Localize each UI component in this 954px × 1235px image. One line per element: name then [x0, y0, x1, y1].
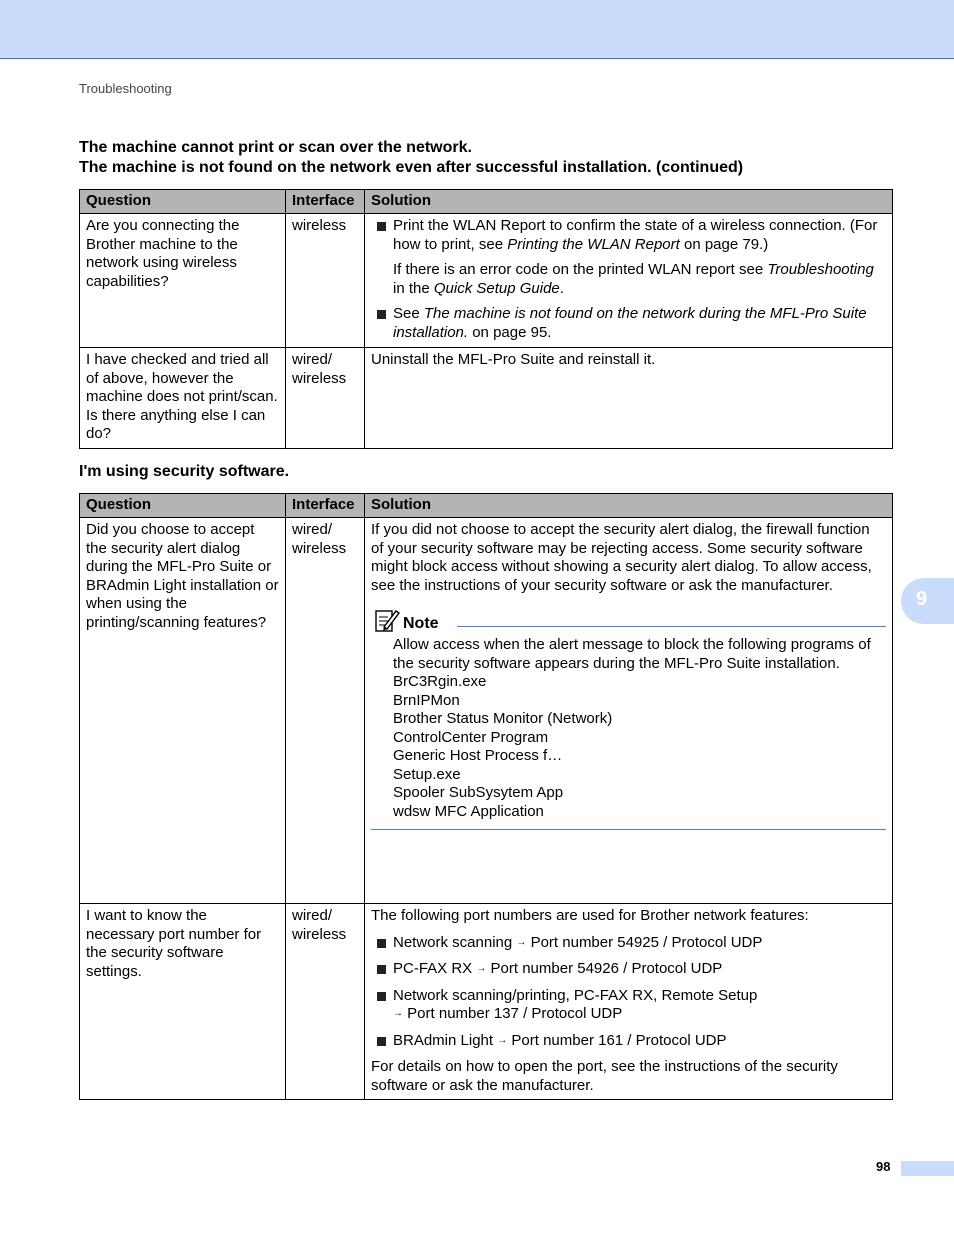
link-troubleshooting[interactable]: Troubleshooting — [767, 261, 874, 278]
program-list-item: Spooler SubSysytem App — [393, 784, 564, 801]
question-cell: Are you connecting the Brother machine to the network using wireless capabilities? — [80, 214, 286, 348]
column-header-interface: Interface — [286, 494, 365, 518]
note-label: Note — [403, 614, 439, 632]
link-printing-wlan-report[interactable]: Printing the WLAN Report — [507, 235, 680, 253]
bullet-square-icon — [377, 222, 386, 231]
bullet-item: See The machine is not found on the network during the MFL-Pro Suite installation. on page 95. — [371, 305, 886, 342]
solution-cell: Uninstall the MFL-Pro Suite and reinstall it. — [365, 348, 893, 449]
note-end-divider — [371, 829, 886, 830]
port-bullet: BRAdmin Light → Port number 161 / Protocol UDP — [371, 1032, 886, 1051]
heading-line-1: The machine cannot print or scan over the network. — [79, 139, 472, 156]
ports-outro: For details on how to open the port, see the instructions of the security software or ask the manufacturer. — [371, 1058, 838, 1094]
header-band — [0, 0, 954, 59]
arrow-right-icon: → — [497, 1034, 508, 1046]
page-number-bar — [901, 1161, 954, 1176]
heading-line-2: The machine is not found on the network even after successful installation. (continued) — [79, 159, 744, 176]
port-bullet: Network scanning → Port number 54925 / Protocol UDP — [371, 934, 886, 953]
solution-cell — [365, 518, 893, 904]
interface-cell: wireless — [286, 214, 365, 348]
breadcrumb: Troubleshooting — [79, 81, 172, 96]
column-header-solution: Solution — [365, 494, 893, 518]
question-cell: I have checked and tried all of above, however the machine does not print/scan. Is there anything else I can do? — [80, 348, 286, 449]
interface-cell: wired/ wireless — [286, 904, 365, 1100]
program-list-item: BrnIPMon — [393, 691, 460, 709]
program-list-item: ControlCenter Program — [393, 728, 549, 746]
port-bullet: PC-FAX RX → Port number 54926 / Protocol UDP — [371, 960, 886, 979]
error-code-paragraph: If there is an error code on the printed WLAN report see Troubleshooting in the Quick Setup Guide. — [393, 261, 874, 297]
solution-text: If you did not choose to accept the security alert dialog, the firewall function of your security software may be rejecting access. Some security software might block access without showing a security alert dialog. To allow access, see the instructions of your security software or ask the manufacturer. — [371, 521, 872, 594]
ports-intro: The following port numbers are used for Brother network features: — [371, 907, 809, 924]
bullet-square-icon — [377, 965, 386, 974]
bullet-square-icon — [377, 1037, 386, 1046]
table-header-row — [80, 494, 893, 518]
interface-cell: wired/ wireless — [286, 518, 365, 904]
bullet-item: Print the WLAN Report to confirm the state of a wireless connection. (For how to print, see Printing the WLAN Report on page 79.) — [371, 217, 886, 254]
column-header-interface: Interface — [286, 190, 365, 214]
note-pencil-icon — [374, 607, 400, 633]
arrow-right-icon: → — [393, 1008, 403, 1019]
program-list-item: Brother Status Monitor (Network) — [393, 710, 613, 727]
program-list-item: Setup.exe — [393, 765, 461, 783]
interface-cell: wired/ wireless — [286, 348, 365, 449]
chapter-number: 9 — [916, 588, 928, 610]
table-row — [80, 904, 893, 1100]
column-header-question: Question — [80, 190, 286, 214]
link-quick-setup-guide[interactable]: Quick Setup Guide — [433, 279, 560, 297]
solution-cell — [365, 214, 893, 348]
program-list-item: Generic Host Process f… — [393, 747, 563, 764]
column-header-question: Question — [80, 494, 286, 518]
arrow-right-icon: → — [476, 963, 487, 974]
network-troubleshooting-table — [79, 189, 893, 449]
arrow-right-icon: → — [516, 936, 527, 948]
program-list-item: BrC3Rgin.exe — [393, 673, 487, 690]
page-number: 98 — [876, 1159, 891, 1174]
chapter-tab[interactable] — [901, 578, 954, 624]
link-machine-not-found[interactable]: The machine is not found on the network during the MFL-Pro Suite installation. — [393, 305, 867, 341]
security-software-table — [79, 493, 893, 1100]
note-header — [371, 607, 886, 633]
port-bullet: Network scanning/printing, PC-FAX RX, Remote Setup → Port number 137 / Protocol UDP — [371, 987, 886, 1024]
question-cell: I want to know the necessary port number for the security software settings. — [80, 904, 286, 1100]
page-heading — [79, 138, 899, 178]
note-text: Allow access when the alert message to block the following programs of the security software appears during the MFL-Pro Suite installation. — [393, 636, 871, 672]
bullet-square-icon — [377, 992, 386, 1001]
note-body — [371, 636, 886, 821]
note-divider — [457, 626, 886, 627]
table-row — [80, 348, 893, 449]
column-header-solution: Solution — [365, 190, 893, 214]
bullet-square-icon — [377, 310, 386, 319]
section-heading: I'm using security software. — [79, 463, 290, 480]
solution-cell — [365, 904, 893, 1100]
program-list-item: wdsw MFC Application — [393, 802, 544, 820]
bullet-square-icon — [377, 939, 386, 948]
table-header-row — [80, 190, 893, 214]
question-cell: Did you choose to accept the security alert dialog during the MFL-Pro Suite or BRAdmin Light installation or when using the printing/scanning features? — [80, 518, 286, 904]
table-row — [80, 518, 893, 904]
table-row — [80, 214, 893, 348]
